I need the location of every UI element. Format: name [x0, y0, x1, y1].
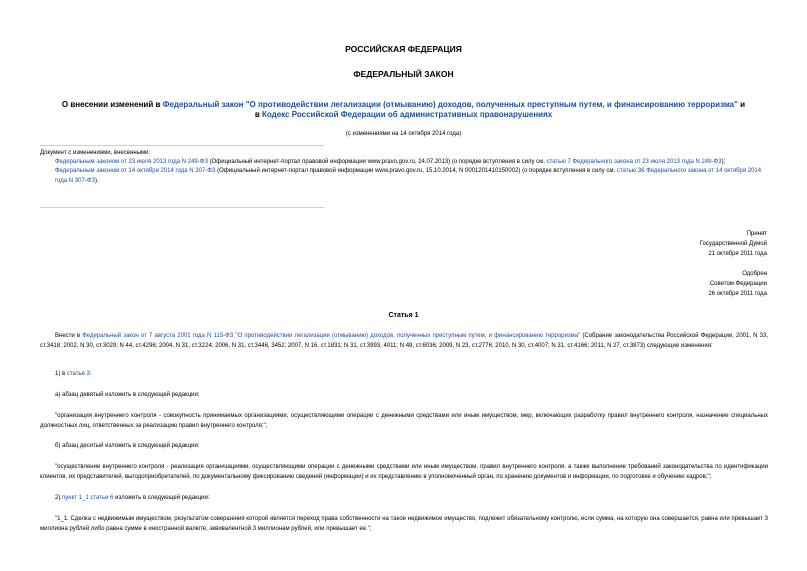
body-paragraph: а) абзац девятый изложить в следующей редакции:	[55, 392, 200, 398]
title-prefix: О внесении изменений в	[61, 100, 163, 109]
body-paragraph: "организация внутреннего контроля - совокупность принимаемых организациями, осуществляющими операции с денежными средствами или иным имуществом, мер, включающих разработку правил внутреннего контроля, назначение специальных должностных лиц, ответственных за реализацию правил внутреннего контроля;";	[40, 413, 768, 429]
revision-note: (с изменениями на 14 октября 2014 года)	[345, 131, 462, 137]
body-link-article6[interactable]: пункт 1_1 статьи 6	[62, 495, 114, 501]
body-paragraph: "1_1. Сделка с недвижимым имуществом, результатом совершения которой является переход права собственности на такое недвижимое имущество, подлежит обязательному контролю, если сумма, на которую она совершается, равна или превышает 3 миллиона рублей либо равна сумме в иностранной валюте, эквивалентной 3 миллионам рублей, или превышает ее.";	[40, 516, 768, 532]
change-link-article7[interactable]: статью 7 Федерального закона от 23 июля 2013 года N 249-ФЗ	[546, 159, 722, 166]
changes-intro: Документ с изменениями, внесенными:	[40, 150, 151, 156]
body-paragraph: 1) в статье 3:	[55, 371, 92, 377]
doc-type-heading: ФЕДЕРАЛЬНЫЙ ЗАКОН	[353, 69, 454, 79]
article-title: Статья 1	[388, 312, 419, 319]
change-item: Федеральным законом от 14 октября 2014 года N 307-ФЗ (Официальный интернет-портал правовой информации www.pravo.gov.ru, 15.10.2014, N 0001201410150002) (о порядке вступления в силу см. статью 36 Федерального закона от 14 октября 2014 года N 307-ФЗ).	[55, 168, 762, 184]
body-paragraph: б) абзац десятый изложить в следующей редакции:	[55, 443, 200, 449]
country-heading: РОССИЙСКАЯ ФЕДЕРАЦИЯ	[345, 44, 462, 54]
title-link-federal-law[interactable]: Федеральный закон "О противодействии легализации (отмыванию) доходов, полученных преступным путем, и финансированию терроризма"	[162, 100, 738, 109]
change-link-249fz[interactable]: Федеральным законом от 23 июля 2013 года N 249-ФЗ	[55, 159, 208, 166]
body-paragraph: Внести в Федеральный закон от 7 августа 2001 года N 115-ФЗ "О противодействии легализации (отмыванию) доходов, полученных преступным путем, и финансированию терроризма" (Собрание законодательства Российской Федерации, 2001, N 33, ст.3418; 2002, N 30, ст.3029; N 44, ст.4296; 2004, N 31, ст.3224; 2006, N 31, ст.3446, 3452; 2007, N 16, ст.1831; N 31, ст.3993, 4011; N 49, ст.6036; 2009, N 23, ст.2776; 2010, N 30, ст.4007; N 31, ст.4166; 2011, N 27, ст.3873) следующие изменения:	[40, 333, 768, 349]
title-middle: и в	[254, 100, 746, 119]
approved-block: Одобрен Советом Федерации 26 октября 2011 года	[708, 271, 767, 297]
change-link-article36[interactable]: статью 36 Федерального закона от 14 октября 2014 года N 307-ФЗ	[55, 168, 762, 184]
adopted-block: Принят Государственной Думой 21 октября 2011 года	[699, 231, 767, 257]
bottom-divider	[40, 207, 324, 208]
body-link-article3[interactable]: статье 3	[66, 371, 90, 377]
changes-block	[40, 149, 768, 186]
top-divider	[40, 145, 324, 146]
title-link-code[interactable]: Кодекс Российской Федерации об административных правонарушениях	[261, 110, 553, 119]
change-item: Федеральным законом от 23 июля 2013 года N 249-ФЗ (Официальный интернет-портал правовой информации www.pravo.gov.ru, 24.07.2013) (о порядке вступления в силу см. статью 7 Федерального закона от 23 июля 2013 года N 249-ФЗ);	[55, 159, 726, 166]
law-title	[60, 100, 747, 120]
body-link-115fz[interactable]: Федеральный закон от 7 августа 2001 года N 115-ФЗ "О противодействии легализации (отмыванию) доходов, полученных преступным путем, и финансированию терроризма"	[82, 333, 581, 339]
body-paragraph: "осуществление внутреннего контроля - реализация организациями, осуществляющими операции с денежными средствами или иным имуществом, правил внутреннего контроля, а также выполнение требований законодательства по идентификации клиентов, их представителей, выгодоприобретателей, по документальному фиксированию сведений (информации) и их представлению в уполномоченный орган, по хранению документов и информации, по подготовке и обучению кадров;";	[40, 464, 768, 480]
change-link-307fz[interactable]: Федеральным законом от 14 октября 2014 года N 307-ФЗ	[55, 168, 216, 175]
body-paragraph: 2) пункт 1_1 статьи 6 изложить в следующей редакции:	[55, 495, 210, 501]
